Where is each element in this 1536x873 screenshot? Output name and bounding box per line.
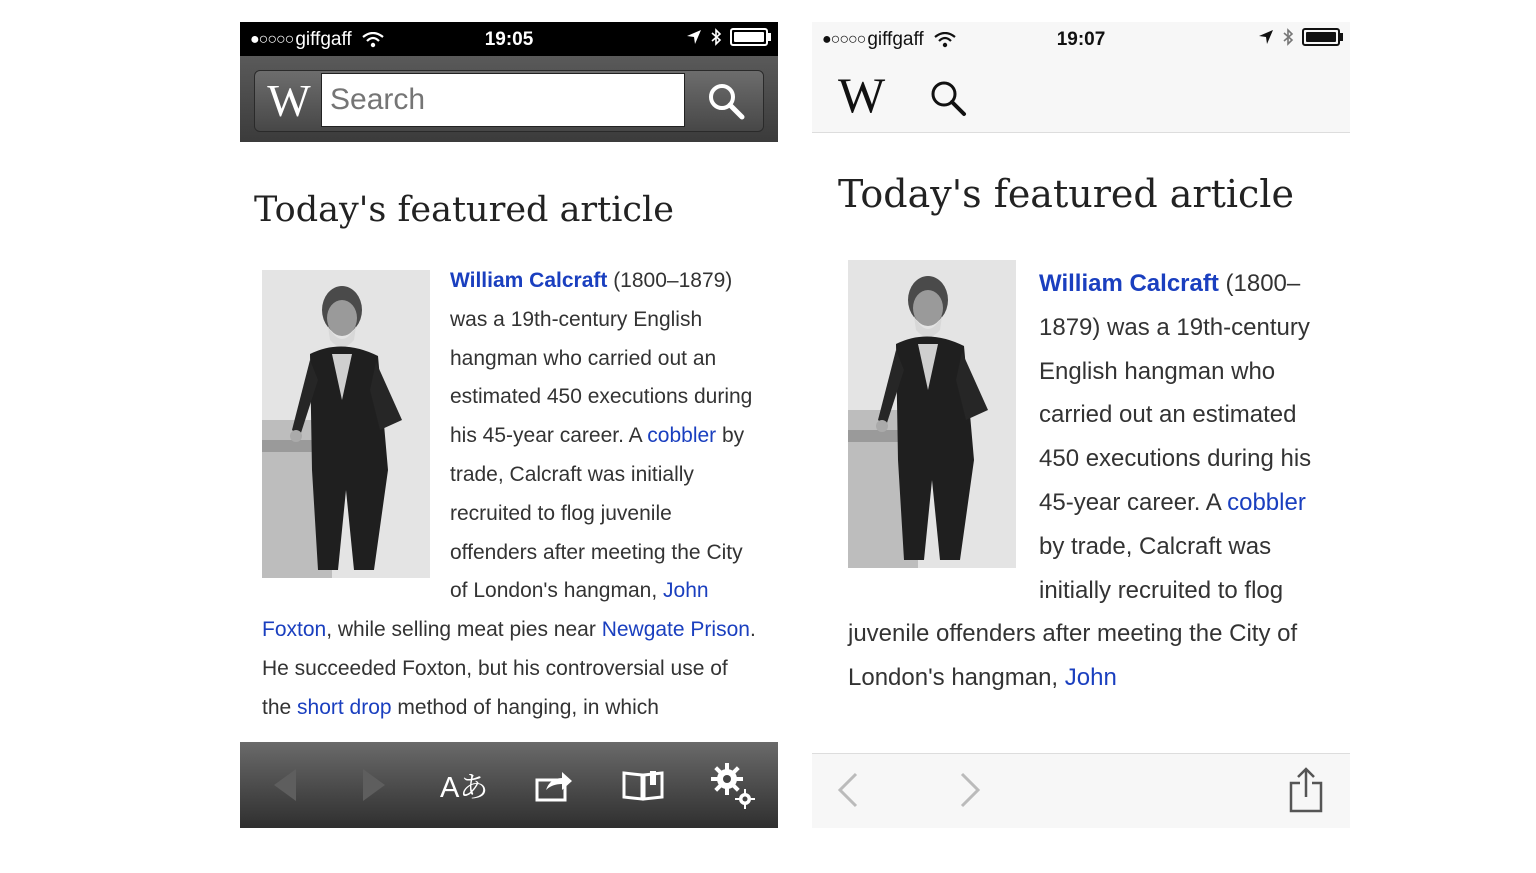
new-app-screen: [812, 22, 1350, 828]
status-bar: [812, 22, 1350, 56]
link-john-foxton[interactable]: John Foxton: [262, 579, 709, 642]
settings-gear-icon: [709, 761, 757, 809]
article-title-link[interactable]: William Calcraft: [1039, 270, 1219, 297]
back-button[interactable]: [255, 755, 315, 815]
article-title-link[interactable]: William Calcraft: [450, 269, 608, 292]
forward-arrow-icon: [958, 771, 982, 809]
language-button[interactable]: [434, 755, 494, 815]
wikipedia-logo[interactable]: W: [267, 75, 311, 126]
article-text: William Calcraft (1800–1879) was a 19th-century English hangman who carried out an estimated 450 executions during his 45-year career. A cobbler by trade, Calcraft was initially recruited to flog juvenile offenders after meeting the City of London's hangman, John: [848, 270, 1312, 692]
old-app-screen: [240, 22, 778, 828]
status-right: [1258, 28, 1340, 46]
battery-icon: [730, 28, 768, 46]
bluetooth-icon: [710, 28, 722, 46]
search-icon: [706, 81, 746, 121]
search-field[interactable]: [321, 73, 685, 127]
search-icon: [928, 78, 968, 118]
search-button[interactable]: [928, 78, 968, 123]
back-arrow-icon: [836, 771, 860, 809]
search-button[interactable]: [693, 75, 759, 127]
location-arrow-icon: [686, 29, 702, 45]
article-text: William Calcraft (1800–1879) was a 19th-century English hangman who carried out an estimated 450 executions during his 45-year career. A cobbler by trade, Calcraft was initially recruited to flog juvenile offenders after meeting the City of London's hangman, John Foxton, while selling meat pies near Newgate Prison. He succeeded Foxton, but his controversial use of the short drop method of hanging, in which: [262, 269, 756, 719]
search-input[interactable]: [322, 74, 684, 126]
share-button[interactable]: [1278, 762, 1334, 818]
location-arrow-icon: [1258, 29, 1274, 45]
share-icon: [534, 768, 574, 802]
link-short-drop[interactable]: short drop: [297, 695, 392, 719]
link-cobbler[interactable]: cobbler: [1227, 488, 1306, 516]
bottom-toolbar: [240, 742, 778, 828]
featured-heading: Today's featured article: [254, 190, 674, 230]
share-icon: [1288, 767, 1324, 813]
status-bar: [240, 22, 778, 56]
bottom-toolbar: [812, 753, 1350, 828]
battery-icon: [1302, 28, 1340, 46]
signal-dots: ●○○○○: [250, 31, 294, 48]
wikipedia-logo[interactable]: W: [838, 67, 886, 123]
status-right: [686, 28, 768, 46]
status-time: 19:07: [1056, 29, 1106, 50]
reading-list-button[interactable]: [613, 755, 673, 815]
forward-arrow-icon: [359, 767, 389, 803]
search-bar: [254, 70, 764, 132]
featured-heading: Today's featured article: [838, 172, 1294, 216]
app-header: [240, 56, 778, 142]
carrier-name: giffgaff: [867, 29, 924, 50]
forward-button[interactable]: [344, 755, 404, 815]
language-icon: Aあ: [439, 771, 489, 804]
carrier-name: giffgaff: [295, 29, 352, 50]
bluetooth-icon: [1282, 28, 1294, 46]
link-newgate-prison[interactable]: Newgate Prison: [601, 618, 750, 642]
reading-list-icon: [622, 769, 664, 801]
app-header: [812, 56, 1350, 133]
status-time: 19:05: [484, 29, 534, 50]
forward-button[interactable]: [942, 762, 998, 818]
share-button[interactable]: [524, 755, 584, 815]
link-cobbler[interactable]: cobbler: [647, 424, 717, 448]
signal-dots: ●○○○○: [822, 31, 866, 48]
back-arrow-icon: [270, 767, 300, 803]
back-button[interactable]: [820, 762, 876, 818]
link-john-foxton[interactable]: John: [1064, 664, 1117, 692]
settings-button[interactable]: [703, 755, 763, 815]
